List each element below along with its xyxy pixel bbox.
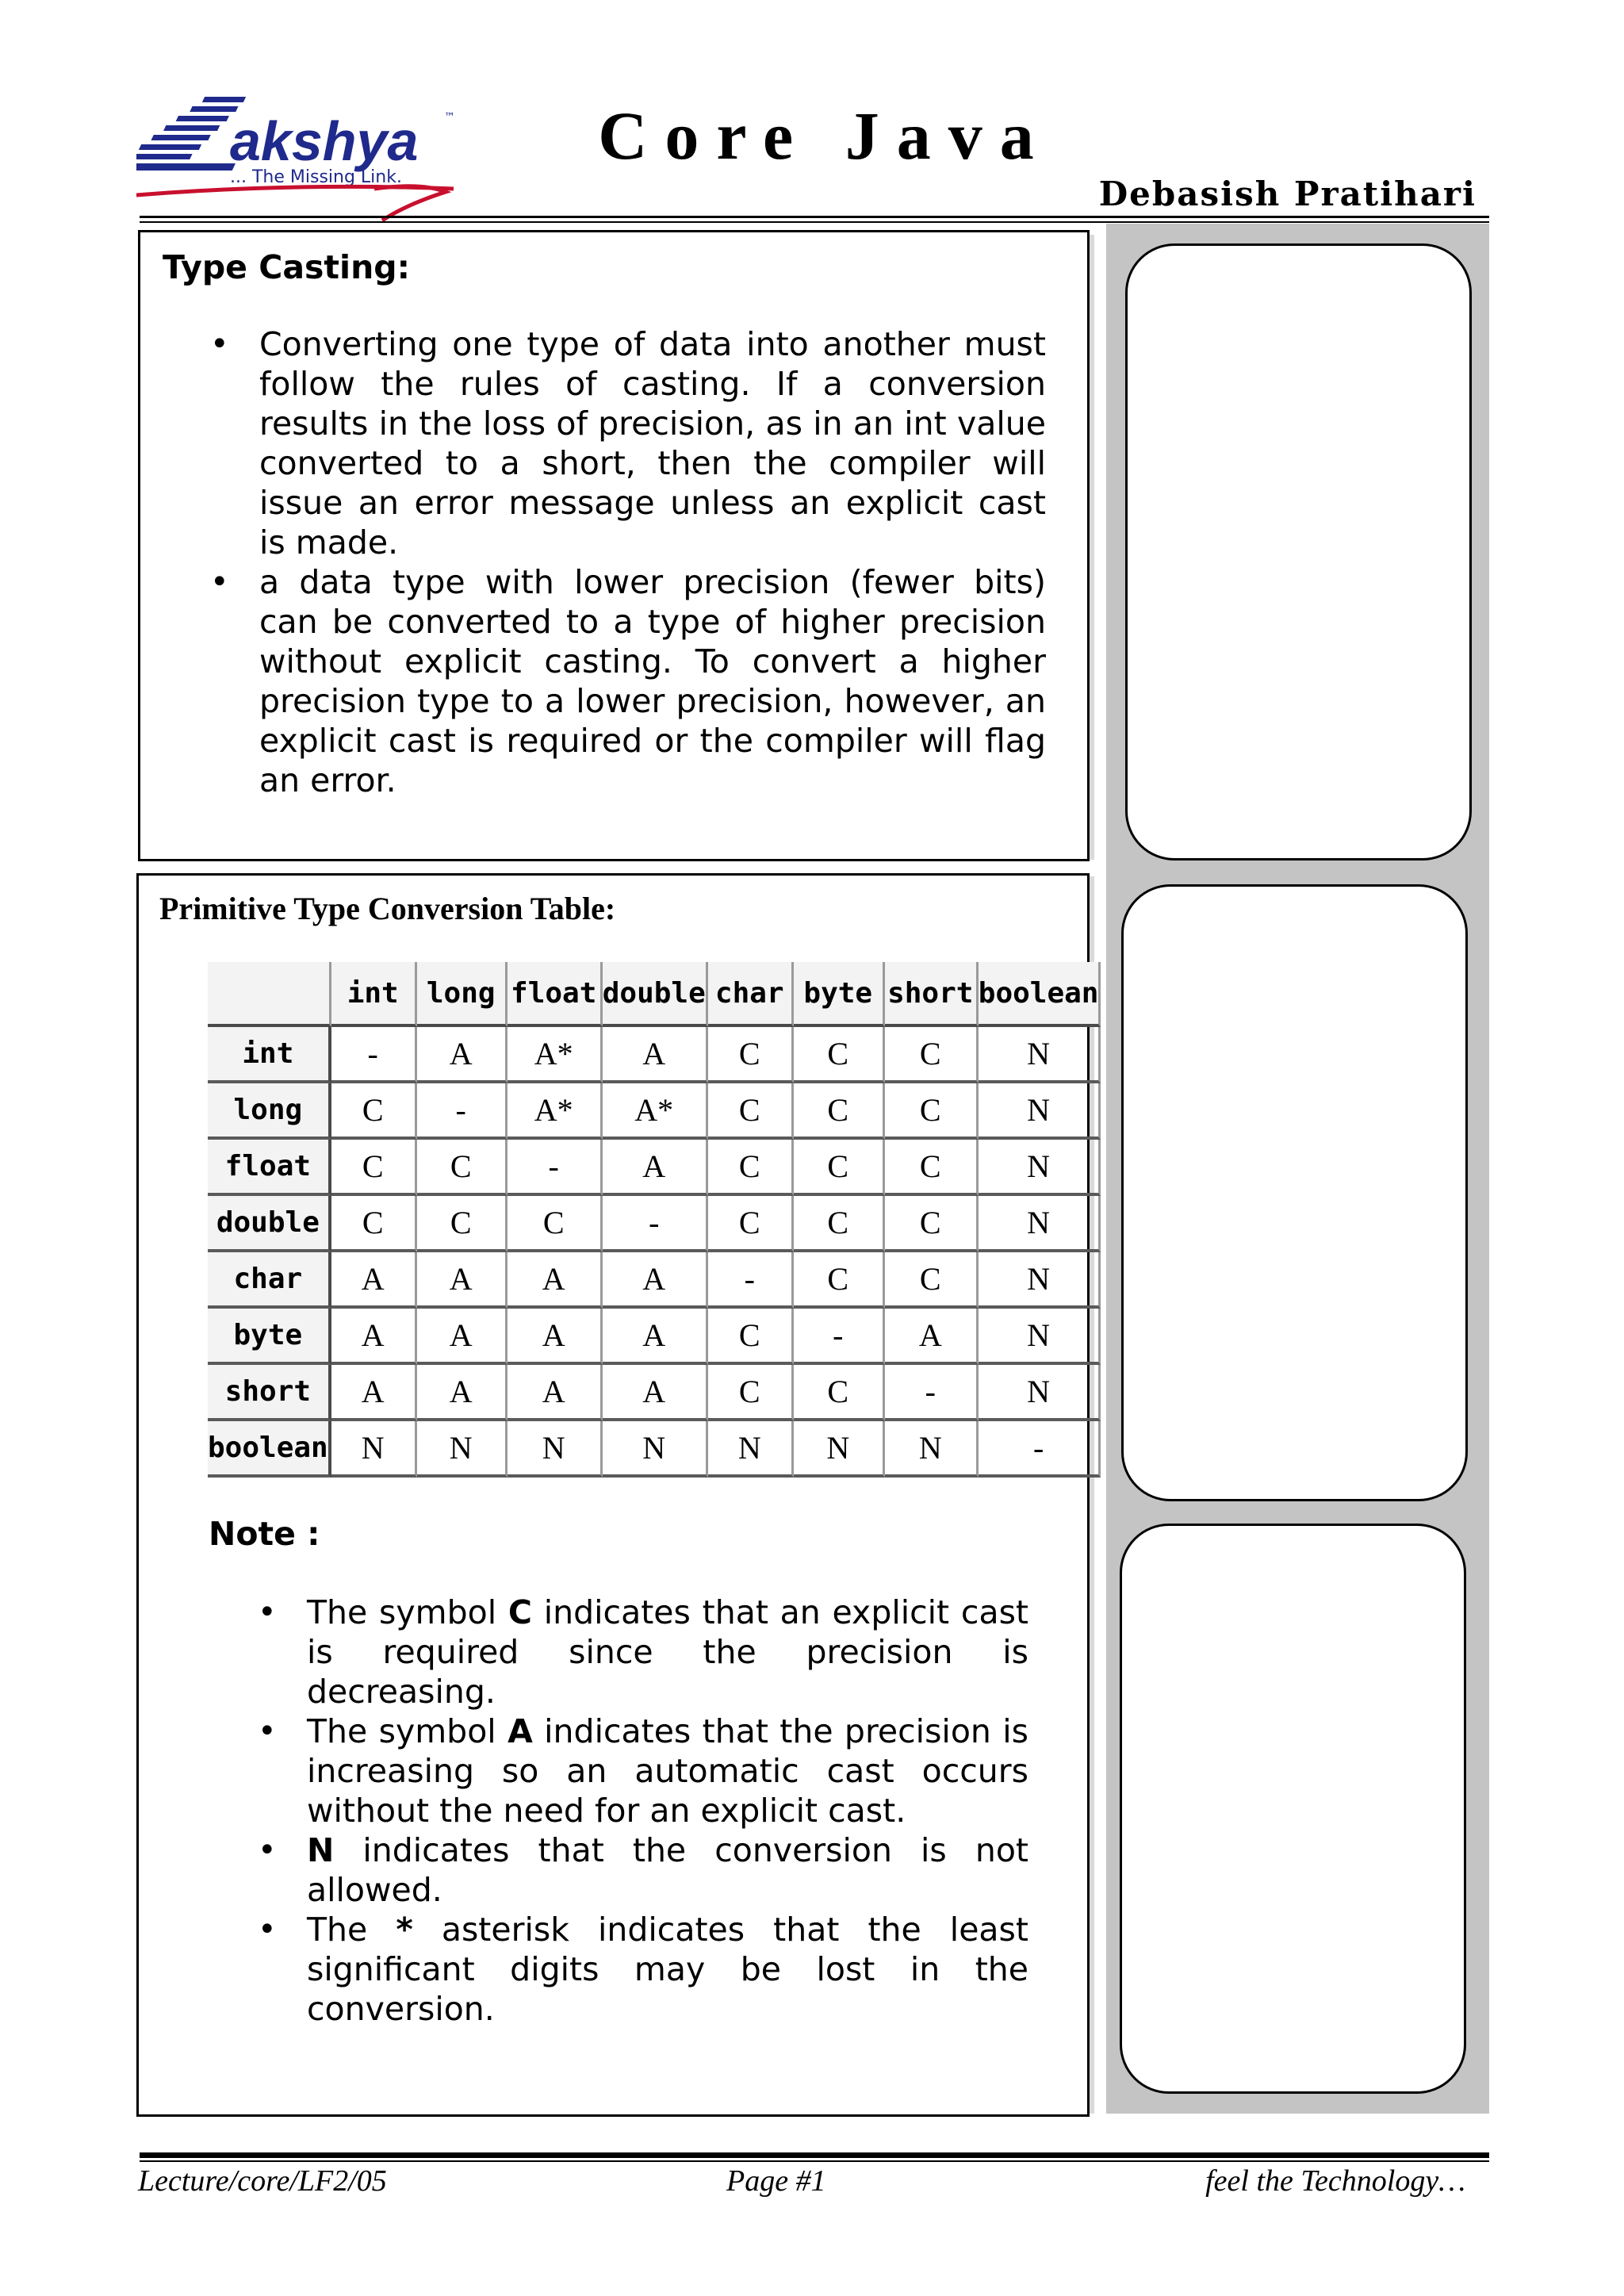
- row-header-int: int: [208, 1027, 331, 1083]
- table-cell: C: [794, 1083, 885, 1140]
- table-cell: A: [885, 1309, 979, 1365]
- column-header-short: short: [885, 962, 979, 1027]
- table-cell: A: [417, 1252, 508, 1309]
- table-cell: A: [603, 1252, 708, 1309]
- header-rule: [140, 216, 1489, 218]
- table-cell: N: [331, 1421, 417, 1478]
- table-cell: N: [979, 1252, 1101, 1309]
- table-cell: A: [417, 1309, 508, 1365]
- table-cell: N: [417, 1421, 508, 1478]
- header-rule-thin: [140, 221, 1489, 223]
- table-cell: N: [979, 1196, 1101, 1252]
- table-cell: N: [794, 1421, 885, 1478]
- table-cell: A: [331, 1252, 417, 1309]
- row-header-float: float: [208, 1140, 331, 1196]
- table-cell: C: [794, 1252, 885, 1309]
- logo-word: akshya: [230, 110, 419, 172]
- table-cell: -: [708, 1252, 794, 1309]
- column-header-long: long: [417, 962, 508, 1027]
- table-cell: C: [708, 1309, 794, 1365]
- footer-slogan: feel the Technology…: [1205, 2164, 1465, 2198]
- table-corner: [208, 962, 331, 1027]
- row-header-long: long: [208, 1083, 331, 1140]
- row-header-double: double: [208, 1196, 331, 1252]
- table-cell: -: [885, 1365, 979, 1421]
- table-row: [208, 1083, 1101, 1140]
- table-cell: -: [979, 1421, 1101, 1478]
- table-cell: N: [603, 1421, 708, 1478]
- table-cell: C: [794, 1365, 885, 1421]
- table-cell: C: [708, 1027, 794, 1083]
- row-header-byte: byte: [208, 1309, 331, 1365]
- column-header-byte: byte: [794, 962, 885, 1027]
- note-list: [307, 1593, 1028, 2029]
- table-cell: N: [508, 1421, 603, 1478]
- doc-title: Core Java: [598, 98, 1051, 174]
- table-cell: C: [331, 1196, 417, 1252]
- table-cell: C: [885, 1140, 979, 1196]
- table-row: [208, 1309, 1101, 1365]
- table-cell: C: [331, 1083, 417, 1140]
- table-cell: A: [508, 1252, 603, 1309]
- footer-rule-thin: [140, 2160, 1489, 2162]
- table-cell: C: [417, 1196, 508, 1252]
- table-row: [208, 1421, 1101, 1478]
- table-cell: -: [417, 1083, 508, 1140]
- logo-tagline: ... The Missing Link.: [230, 167, 402, 187]
- table-row: [208, 1140, 1101, 1196]
- table-cell: C: [794, 1196, 885, 1252]
- table-cell: N: [979, 1083, 1101, 1140]
- table-cell: -: [508, 1140, 603, 1196]
- conversion-table: [208, 962, 1101, 1478]
- table-cell: N: [979, 1309, 1101, 1365]
- table-cell: A: [508, 1365, 603, 1421]
- table-row: [208, 1252, 1101, 1309]
- table-cell: -: [603, 1196, 708, 1252]
- column-header-double: double: [603, 962, 708, 1027]
- table-cell: C: [708, 1140, 794, 1196]
- footer-page-number: Page #1: [726, 2164, 826, 2198]
- list-item: • N indicates that the conversion is not allowed.: [307, 1830, 1028, 1910]
- column-header-char: char: [708, 962, 794, 1027]
- side-card: [1125, 243, 1472, 861]
- list-item: • a data type with lower precision (fewer bits) can be converted to a type of higher precision without explicit casting. To convert a higher precision type to a lower precision, however, an explicit cast is required or the compiler will flag an error.: [259, 562, 1046, 800]
- table-row: [208, 1196, 1101, 1252]
- table-cell: N: [885, 1421, 979, 1478]
- row-header-char: char: [208, 1252, 331, 1309]
- table-cell: A: [603, 1365, 708, 1421]
- table-cell: A: [331, 1309, 417, 1365]
- table-cell: N: [979, 1140, 1101, 1196]
- type-casting-title: Type Casting:: [163, 248, 411, 286]
- table-cell: A: [603, 1309, 708, 1365]
- table-cell: A*: [508, 1083, 603, 1140]
- type-casting-box: [138, 230, 1090, 861]
- column-header-float: float: [508, 962, 603, 1027]
- table-cell: A*: [603, 1083, 708, 1140]
- table-cell: C: [331, 1140, 417, 1196]
- table-row: [208, 1027, 1101, 1083]
- author-name: Debasish Pratihari: [1098, 174, 1477, 213]
- table-cell: A: [603, 1027, 708, 1083]
- column-header-int: int: [331, 962, 417, 1027]
- table-cell: C: [708, 1196, 794, 1252]
- type-casting-list: [259, 324, 1046, 800]
- table-cell: A*: [508, 1027, 603, 1083]
- table-cell: C: [885, 1083, 979, 1140]
- list-item: • Converting one type of data into another must follow the rules of casting. If a conversion results in the loss of precision, as in an int value converted to a short, then the compiler will issue an error message unless an explicit cast is made.: [259, 324, 1046, 562]
- table-cell: C: [508, 1196, 603, 1252]
- table-cell: -: [794, 1309, 885, 1365]
- note-title: Note :: [209, 1515, 320, 1553]
- list-item: • The symbol C indicates that an explicit cast is required since the precision is decreasing.: [307, 1593, 1028, 1711]
- conversion-title: Primitive Type Conversion Table:: [159, 891, 616, 926]
- table-cell: A: [417, 1027, 508, 1083]
- column-header-boolean: boolean: [979, 962, 1101, 1027]
- table-cell: N: [979, 1365, 1101, 1421]
- list-item: • The * asterisk indicates that the least significant digits may be lost in the conversion.: [307, 1910, 1028, 2029]
- row-header-boolean: boolean: [208, 1421, 331, 1478]
- side-card: [1121, 884, 1468, 1501]
- row-header-short: short: [208, 1365, 331, 1421]
- table-cell: C: [708, 1365, 794, 1421]
- table-cell: C: [885, 1196, 979, 1252]
- list-item: • The symbol A indicates that the precision is increasing so an automatic cast occurs without the need for an explicit cast.: [307, 1711, 1028, 1830]
- table-cell: C: [794, 1140, 885, 1196]
- table-cell: N: [708, 1421, 794, 1478]
- table-row: [208, 1365, 1101, 1421]
- logo-tm: ™: [444, 111, 455, 124]
- table-cell: C: [885, 1027, 979, 1083]
- footer-course-code: Lecture/core/LF2/05: [138, 2164, 387, 2198]
- table-cell: C: [885, 1252, 979, 1309]
- footer-rule: [140, 2152, 1489, 2158]
- table-cell: A: [417, 1365, 508, 1421]
- table-cell: C: [417, 1140, 508, 1196]
- lakshya-logo: [136, 94, 469, 228]
- table-cell: A: [603, 1140, 708, 1196]
- table-cell: N: [979, 1027, 1101, 1083]
- table-cell: A: [331, 1365, 417, 1421]
- table-cell: A: [508, 1309, 603, 1365]
- table-cell: C: [794, 1027, 885, 1083]
- side-card: [1120, 1524, 1466, 2094]
- table-cell: -: [331, 1027, 417, 1083]
- table-cell: C: [708, 1083, 794, 1140]
